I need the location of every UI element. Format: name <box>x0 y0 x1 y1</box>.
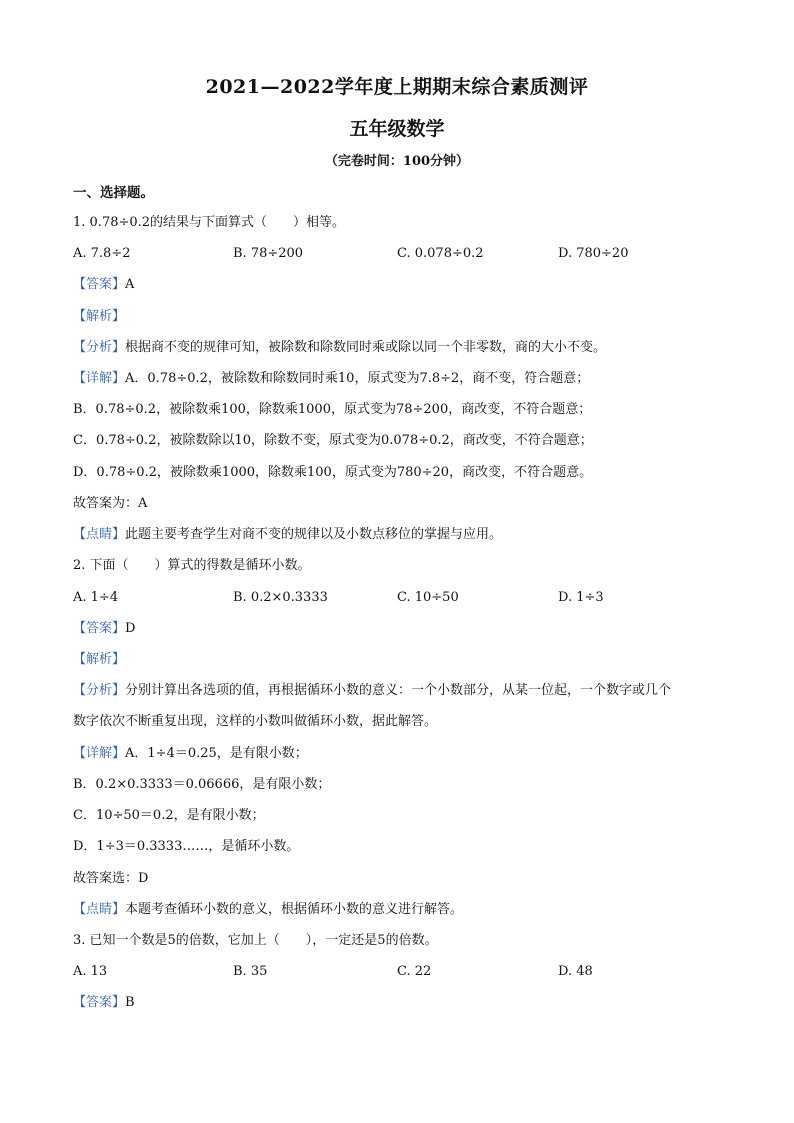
option-b: B. 0.2×0.3333 <box>233 590 328 605</box>
question-2-dianjing <box>73 901 733 919</box>
question-2-fenxi-line-1 <box>73 682 733 700</box>
option-a: A. 1÷4 <box>73 590 119 605</box>
fenxi-text: 分别计算出各选项的值，再根据循环小数的意义：一个小数部分，从某一位起，一个数字或几个 <box>125 683 672 698</box>
answer-tag: 【答案】 <box>73 995 126 1010</box>
question-1-dianjing <box>73 526 733 544</box>
option-a: A. 13 <box>73 964 108 979</box>
question-2-answer <box>73 620 733 638</box>
detail-text: A．1÷4＝0.25，是有限小数； <box>125 746 308 761</box>
detail-tag: 【详解】 <box>73 746 126 761</box>
dianjing-tag: 【点睛】 <box>73 527 126 542</box>
exam-time-note: （完卷时间：100分钟） <box>324 154 470 169</box>
question-1-analysis-heading <box>73 308 733 326</box>
fenxi-text: 根据商不变的规律可知，被除数和除数同时乘或除以同一个非零数，商的大小不变。 <box>125 340 607 355</box>
question-2-detail-b: B．0.2×0.3333＝0.06666，是有限小数； <box>73 777 331 792</box>
answer-tag: 【答案】 <box>73 277 126 292</box>
section-title: 一、选择题。 <box>73 185 154 201</box>
fenxi-tag: 【分析】 <box>73 683 126 698</box>
dianjing-tag: 【点睛】 <box>73 902 126 917</box>
answer-value: B <box>125 995 135 1010</box>
option-d: D. 48 <box>558 964 593 979</box>
option-b: B. 35 <box>233 964 268 979</box>
question-1-stem: 1. 0.78÷0.2的结果与下面算式（ ）相等。 <box>73 215 346 230</box>
option-d: D. 780÷20 <box>558 246 629 261</box>
option-c: C. 22 <box>397 964 432 979</box>
answer-value: D <box>125 621 136 636</box>
question-2-detail-d: D．1÷3＝0.3333……，是循环小数。 <box>73 839 300 854</box>
option-c: C. 0.078÷0.2 <box>397 246 484 261</box>
exam-subtitle: 五年级数学 <box>349 118 445 140</box>
question-2-analysis-heading <box>73 651 733 669</box>
question-2-conclusion: 故答案选：D <box>73 871 149 886</box>
question-1-detail-d: D．0.78÷0.2，被除数乘1000，除数乘100，原式变为780÷20，商改变，不符合题意。 <box>73 465 593 480</box>
answer-tag: 【答案】 <box>73 621 126 636</box>
option-b: B. 78÷200 <box>233 246 304 261</box>
question-2-detail-c: C．10÷50＝0.2，是有限小数； <box>73 808 265 823</box>
question-1-fenxi <box>73 339 733 357</box>
exam-title: 2021—2022学年度上期期末综合素质测评 <box>205 76 589 98</box>
question-2-stem: 2. 下面（ ）算式的得数是循环小数。 <box>73 558 311 573</box>
detail-text: A．0.78÷0.2，被除数和除数同时乘10，原式变为7.8÷2，商不变，符合题意； <box>125 371 590 386</box>
question-1-answer <box>73 276 733 294</box>
question-2-detail-a <box>73 745 733 763</box>
detail-tag: 【详解】 <box>73 371 126 386</box>
option-a: A. 7.8÷2 <box>73 246 131 261</box>
analysis-tag: 【解析】 <box>73 652 126 667</box>
question-3-answer <box>73 994 733 1012</box>
option-d: D. 1÷3 <box>558 590 604 605</box>
analysis-tag: 【解析】 <box>73 309 126 324</box>
question-1-conclusion: 故答案为：A <box>73 496 148 511</box>
fenxi-tag: 【分析】 <box>73 340 126 355</box>
question-1-detail-b: B．0.78÷0.2，被除数乘100，除数乘1000，原式变为78÷200，商改变，不符合题意； <box>73 402 592 417</box>
question-1-detail-c: C．0.78÷0.2，被除数除以10，除数不变，原式变为0.078÷0.2，商改变，不符合题意； <box>73 433 593 448</box>
dianjing-text: 此题主要考查学生对商不变的规律以及小数点移位的掌握与应用。 <box>125 527 503 542</box>
option-c: C. 10÷50 <box>397 590 459 605</box>
question-3-stem: 3. 已知一个数是5的倍数，它加上（ ），一定还是5的倍数。 <box>73 933 438 948</box>
answer-value: A <box>125 277 135 292</box>
question-1-detail-a <box>73 370 733 388</box>
question-2-fenxi-line-2: 数字依次不断重复出现，这样的小数叫做循环小数，据此解答。 <box>73 714 438 729</box>
dianjing-text: 本题考查循环小数的意义，根据循环小数的意义进行解答。 <box>125 902 464 917</box>
